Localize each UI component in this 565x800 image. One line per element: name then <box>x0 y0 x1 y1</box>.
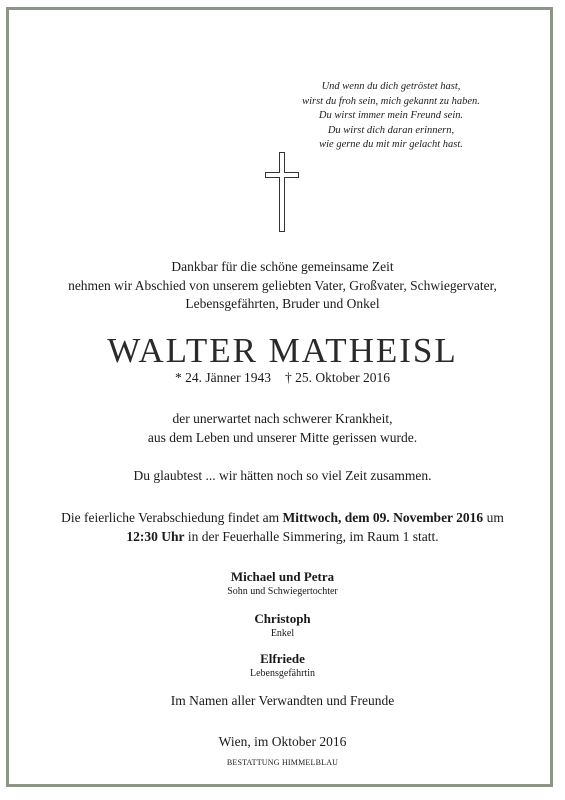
birth-date: * 24. Jänner 1943 <box>175 370 271 385</box>
life-dates <box>0 369 565 388</box>
ceremony-info <box>0 509 565 546</box>
family-member <box>0 611 565 640</box>
ceremony-location: in der Feuerhalle Simmering, im Raum 1 statt. <box>184 528 439 544</box>
place-date <box>0 733 565 752</box>
family-member-role: Sohn und Schwiegertochter <box>227 586 338 597</box>
illness-text <box>0 410 565 447</box>
quote-text <box>0 467 565 486</box>
poem <box>285 80 497 153</box>
family-member-role: Lebensgefährtin <box>250 668 315 679</box>
place-date-line: Wien, im Oktober 2016 <box>218 734 347 749</box>
poem-line: wirst du froh sein, mich gekannt zu haben. <box>302 95 480 107</box>
intro-line: Lebensgefährten, Bruder und Onkel <box>185 296 380 311</box>
ceremony-line-2 <box>0 528 565 547</box>
family-member <box>0 651 565 680</box>
family-member-name: Michael und Petra <box>230 569 335 584</box>
intro-text <box>0 258 565 314</box>
poem-line: Du wirst immer mein Freund sein. <box>318 110 464 121</box>
ceremony-time: 12:30 Uhr <box>126 528 185 544</box>
undertaker-name: BESTATTUNG HIMMELBLAU <box>226 758 339 767</box>
family-member-name: Elfriede <box>260 651 305 666</box>
poem-line: wie gerne du mit mir gelacht hast. <box>319 139 463 150</box>
deceased-name: WALTER MATHEISL <box>107 331 458 370</box>
poem-line: Und wenn du dich getröstet hast, <box>321 81 461 92</box>
ceremony-text: um <box>483 510 504 525</box>
ceremony-date: Mittwoch, dem 09. November 2016 <box>282 510 484 525</box>
closing-line: Im Namen aller Verwandten und Freunde <box>170 693 395 708</box>
ceremony-line-1 <box>0 509 565 528</box>
illness-line: aus dem Leben und unserer Mitte gerissen wurde. <box>147 429 418 445</box>
cross-icon <box>262 152 302 232</box>
death-date: † 25. Oktober 2016 <box>284 370 390 385</box>
illness-line: der unerwartet nach schwerer Krankheit, <box>172 411 393 426</box>
closing-text <box>0 692 565 711</box>
intro-line: nehmen wir Abschied von unserem geliebten Vater, Großvater, Schwiegervater, <box>68 277 497 293</box>
quote-line: Du glaubtest ... wir hätten noch so viel Zeit zusammen. <box>133 468 432 483</box>
family-member-role: Enkel <box>270 628 295 639</box>
intro-line: Dankbar für die schöne gemeinsame Zeit <box>171 259 394 274</box>
poem-line: Du wirst dich daran erinnern, <box>327 124 455 136</box>
family-member-name: Christoph <box>254 611 311 626</box>
ceremony-text: Die feierliche Verabschiedung findet am <box>61 510 283 525</box>
family-member <box>0 569 565 598</box>
